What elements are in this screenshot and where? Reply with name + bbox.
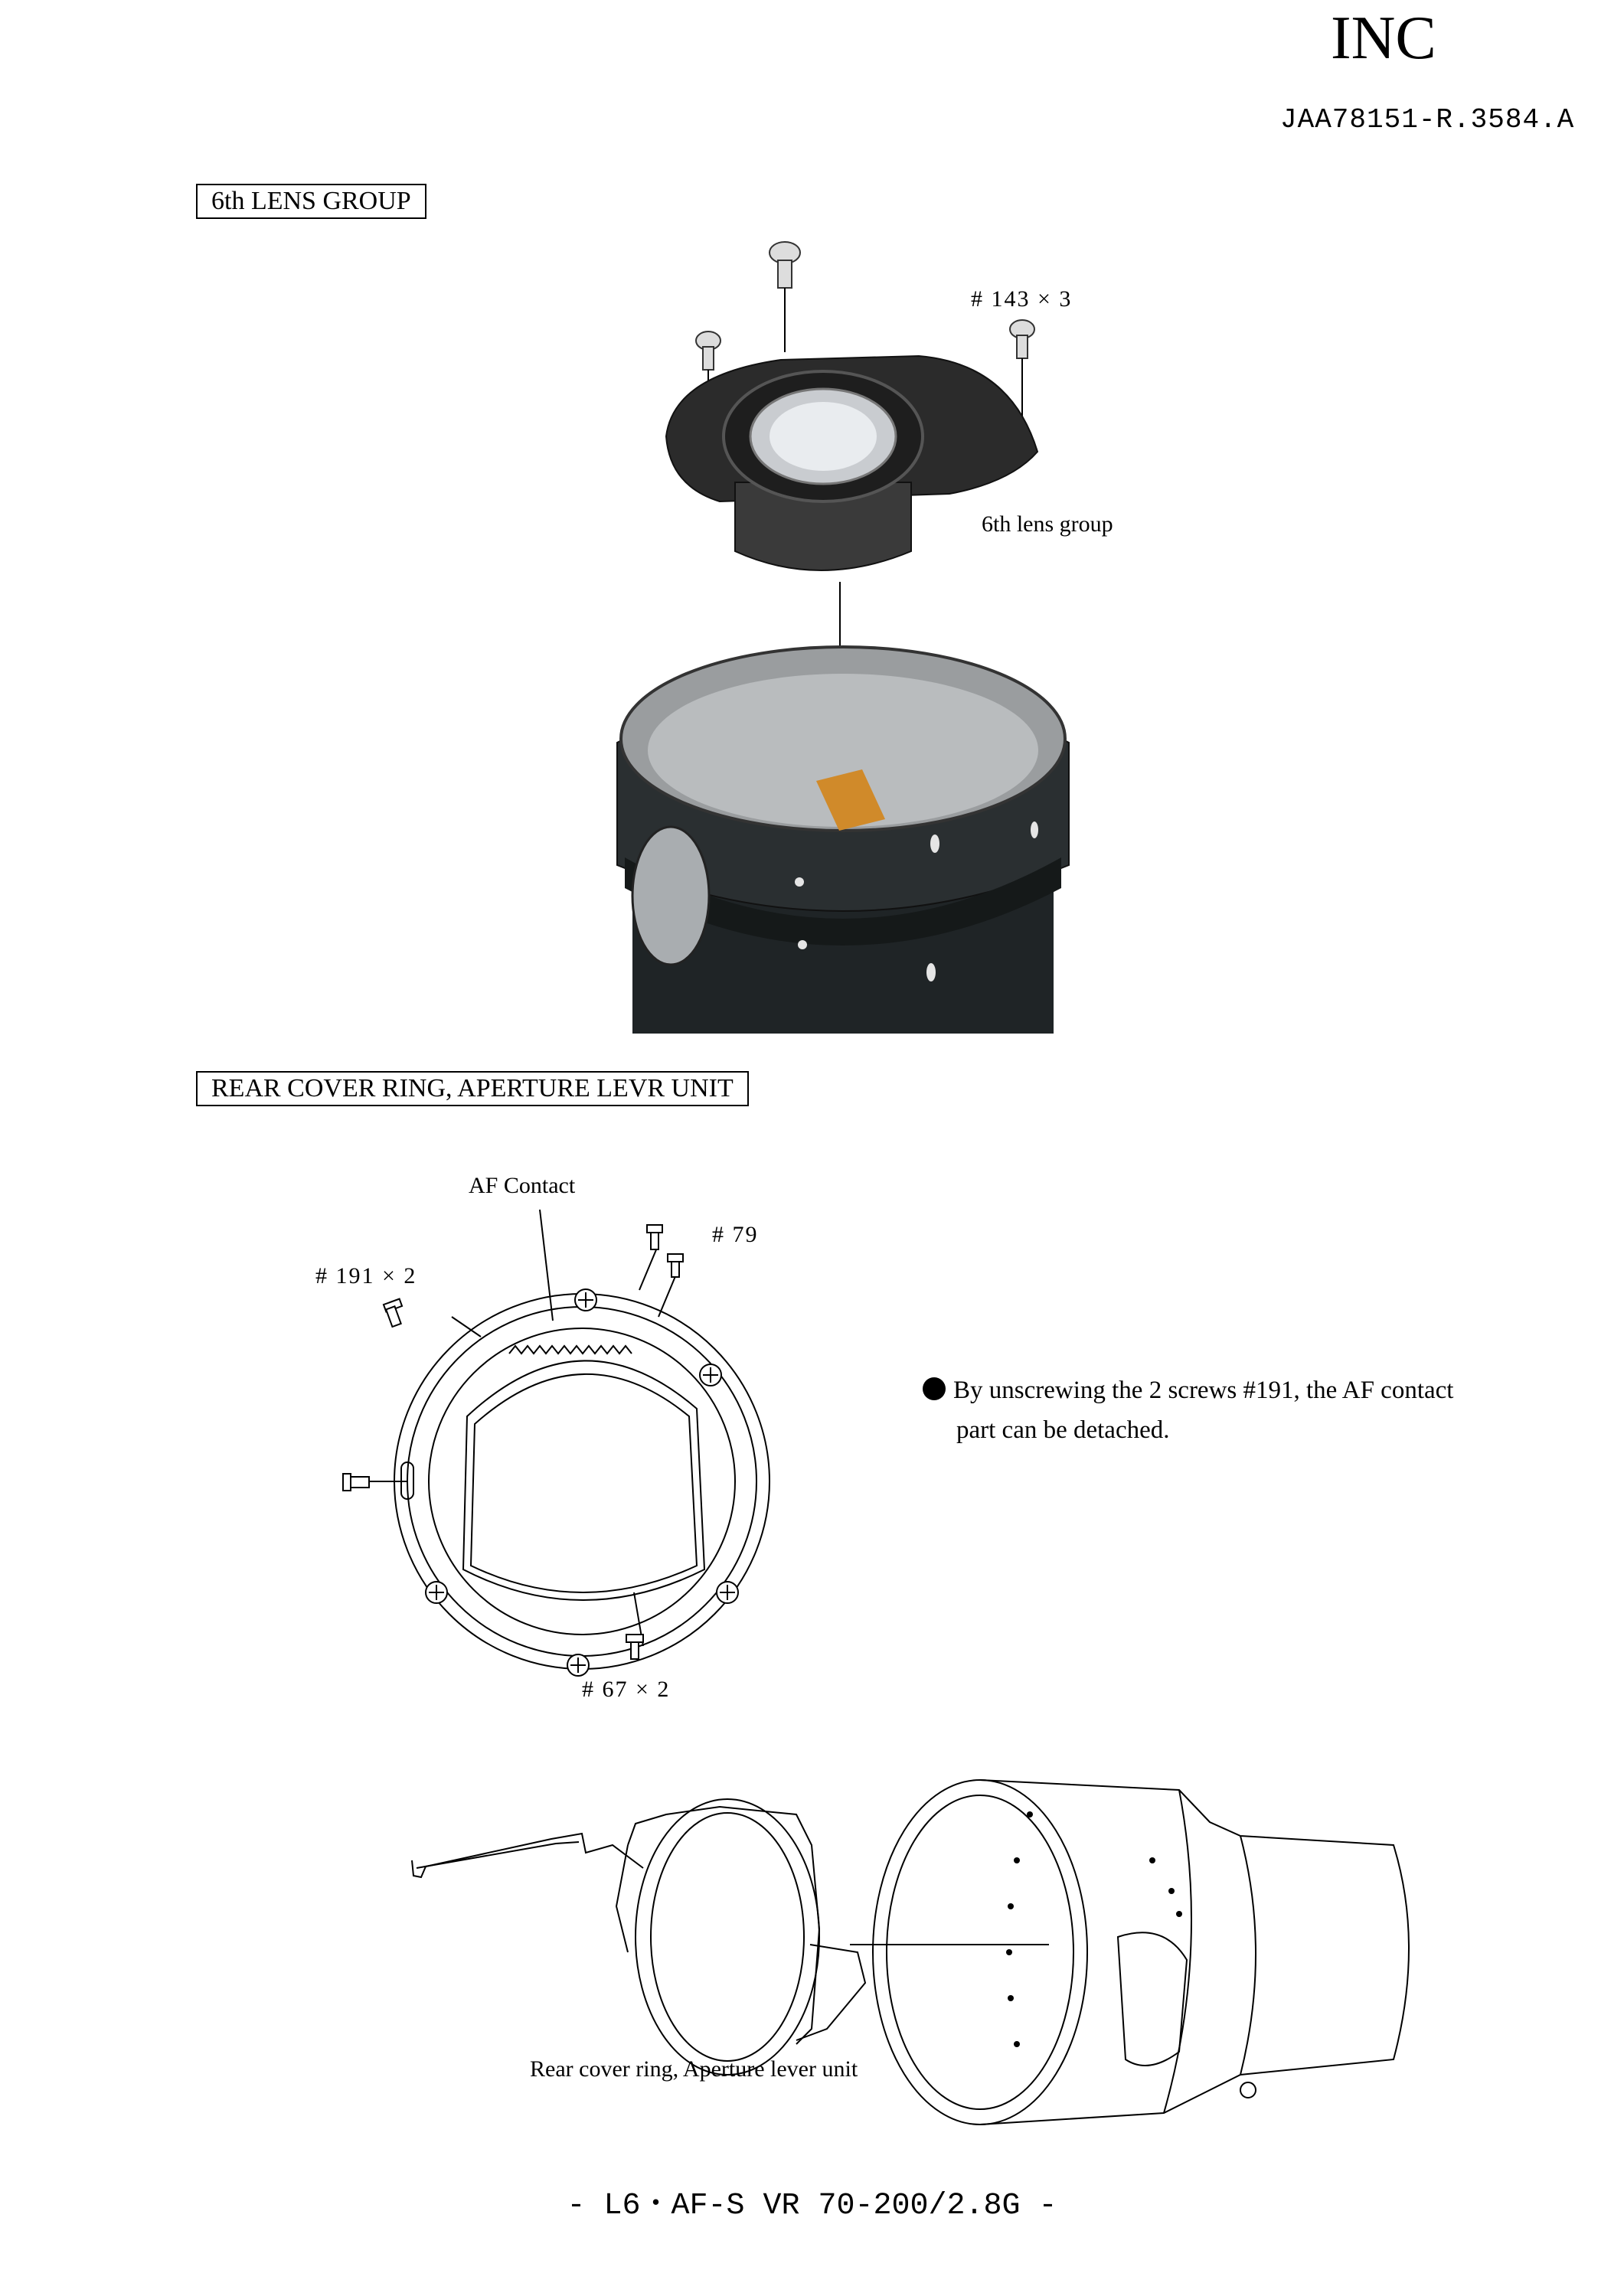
screw-icon: [696, 242, 1034, 370]
lens-group-illustration: [628, 230, 1057, 597]
6th-lens-group-label: 6th lens group: [982, 511, 1113, 537]
note-line-2: part can be detached.: [956, 1416, 1170, 1444]
lens-mount-diagram: [337, 1194, 827, 1700]
screw-191-label: # 191 × 2: [315, 1263, 417, 1288]
section-title-rear-cover-ring: REAR COVER RING, APERTURE LEVR UNIT: [196, 1071, 749, 1106]
section-title-6th-lens-group: 6th LENS GROUP: [196, 184, 426, 219]
af-contact-label: AF Contact: [469, 1173, 576, 1198]
brand-title: INC: [1331, 5, 1436, 72]
screw-67-label: # 67 × 2: [582, 1677, 671, 1702]
detach-note: [923, 1370, 1505, 1450]
bullet-icon: [923, 1377, 946, 1400]
rear-cover-unit-label: Rear cover ring, Aperture lever unit: [530, 2056, 858, 2082]
screw-icon: [343, 1225, 683, 1659]
document-code: JAA78151-R.3584.A: [1280, 104, 1575, 136]
screw-143-label: # 143 × 3: [971, 286, 1073, 312]
screw-79-label: # 79: [712, 1222, 759, 1247]
lens-barrel-photo: [609, 635, 1084, 1034]
note-line-1: By unscrewing the 2 screws #191, the AF contact: [923, 1370, 1505, 1410]
page-footer: - L6・AF-S VR 70-200/2.8G -: [567, 2189, 1057, 2223]
